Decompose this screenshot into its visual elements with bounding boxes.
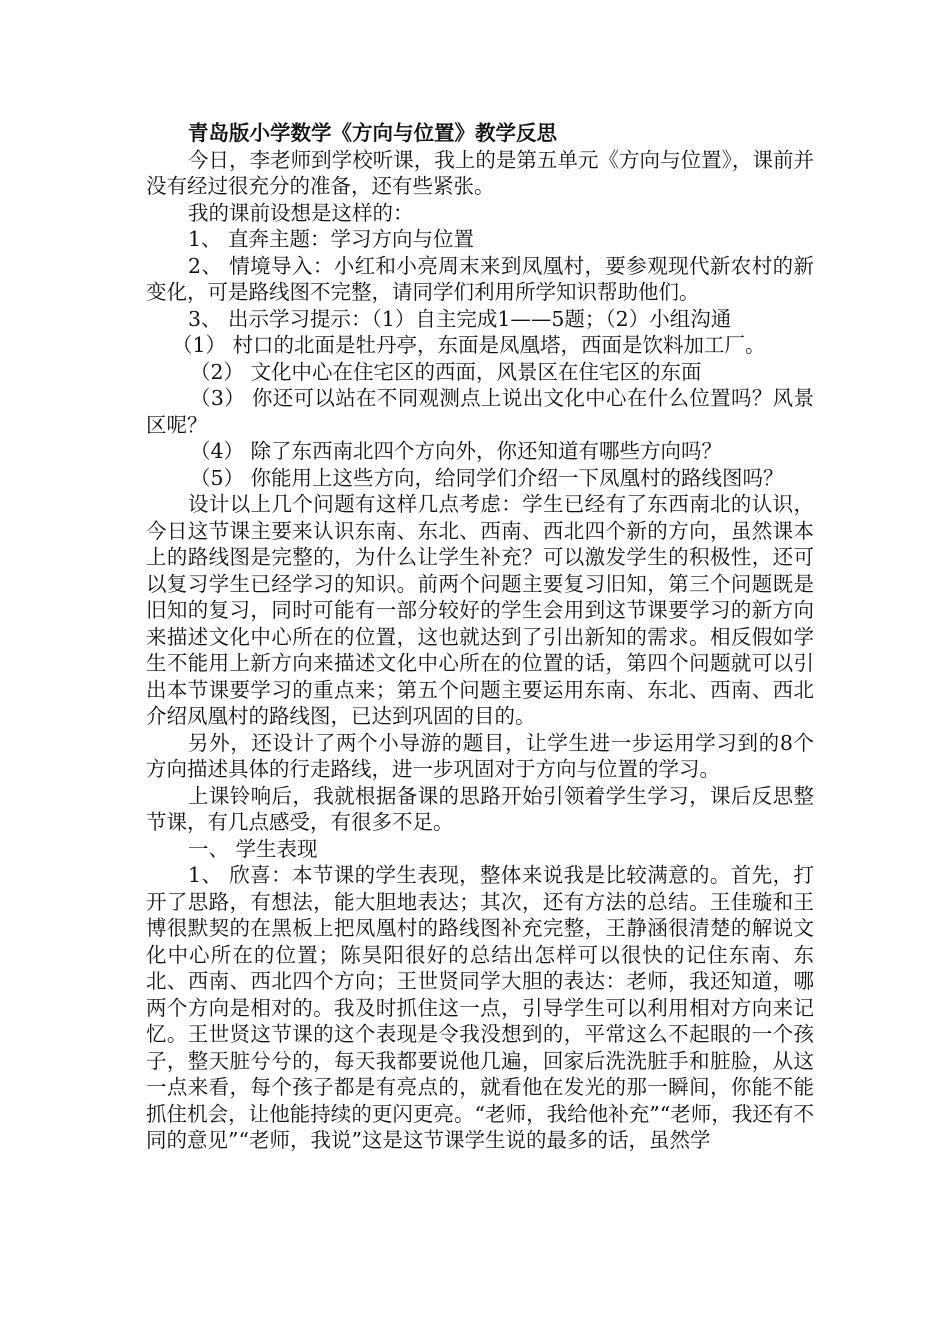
question-2: （2） 文化中心在住宅区的西面，风景区在住宅区的东面: [190, 359, 702, 384]
section-heading-student-performance: 一、 学生表现: [188, 836, 318, 861]
document-page: [146, 120, 814, 1154]
paragraph-after-class: 上课铃响后，我就根据备课的思路开始引领着学生学习，课后反思整节课，有几点感受，有很多不足。: [146, 783, 814, 834]
paragraph-design-rationale: 设计以上几个问题有这样几点考虑：学生已经有了东西南北的认识，今日这节课主要来认识东南、东北、西南、西北四个新的方向，虽然课本上的路线图是完整的，为什么让学生补充？可以激发学生的积极性，还可以复习学生已经学习的知识。前两个问题主要复习旧知，第三个问题既是旧知的复习，同时可能有一部分较好的学生会用到这节课要学习的新方向来描述文化中心所在的位置，这也就达到了引出新知的需求。相反假如学生不能用上新方向来描述文化中心所在的位置的话，第四个问题就可以引出本节课要学习的重点来；第五个问题主要运用东南、东北、西南、西北介绍凤凰村的路线图，已达到巩固的目的。: [146, 492, 814, 728]
paragraph-intro: 今日，李老师到学校听课，我上的是第五单元《方向与位置》，课前并没有经过很充分的准备，还有些紧张。: [146, 147, 814, 198]
question-1: （1） 村口的北面是牡丹亭，东面是凤凰塔，西面是饮料加工厂。: [172, 333, 766, 357]
question-4: （4） 除了东西南北四个方向外，你还知道有哪些方向吗？: [190, 439, 723, 463]
paragraph-plan-lead: 我的课前设想是这样的：: [188, 200, 414, 225]
plan-step-3: 3、 出示学习提示：（1）自主完成1——5题；（2）小组沟通: [188, 306, 732, 331]
question-5: （5） 你能用上这些方向，给同学们介绍一下凤凰村的路线图吗？: [190, 465, 784, 490]
plan-step-2: 2、 情境导入：小红和小亮周末来到凤凰村，要参观现代新农村的新变化，可是路线图不完整，请同学们利用所学知识帮助他们。: [146, 253, 814, 304]
plan-step-1: 1、 直奔主题：学习方向与位置: [188, 227, 475, 251]
paragraph-tour-guide: 另外，还设计了两个小导游的题目，让学生进一步运用学习到的8个方向描述具体的行走路线，进一步巩固对于方向与位置的学习。: [146, 730, 814, 781]
document-title: 青岛版小学数学《方向与位置》教学反思: [188, 121, 557, 145]
question-3: （3） 你还可以站在不同观测点上说出文化中心在什么位置吗？风景区呢？: [146, 386, 814, 437]
paragraph-joy: 1、 欣喜：本节课的学生表现，整体来说我是比较满意的。首先，打开了思路，有想法，能大胆地表达；其次，还有方法的总结。王佳璇和王博很默契的在黑板上把凤凰村的路线图补充完整，王静涵很清楚的解说文化中心所在的位置；陈昊阳很好的总结出怎样可以很快的记住东南、东北、西南、西北四个方向；王世贤同学大胆的表达：老师，我还知道，哪两个方向是相对的。我及时抓住这一点，引导学生可以利用相对方向来记忆。王世贤这节课的这个表现是令我没想到的，平常这么不起眼的一个孩子，整天脏兮兮的，每天我都要说他几遍，回家后洗洗脏手和脏脸，从这一点来看，每个孩子都是有亮点的，就看他在发光的那一瞬间，你能不能抓住机会，让他能持续的更闪更亮。“老师，我给他补充”“老师，我还有不同的意见”“老师，我说”这是这节课学生说的最多的话，虽然学: [146, 863, 814, 1152]
